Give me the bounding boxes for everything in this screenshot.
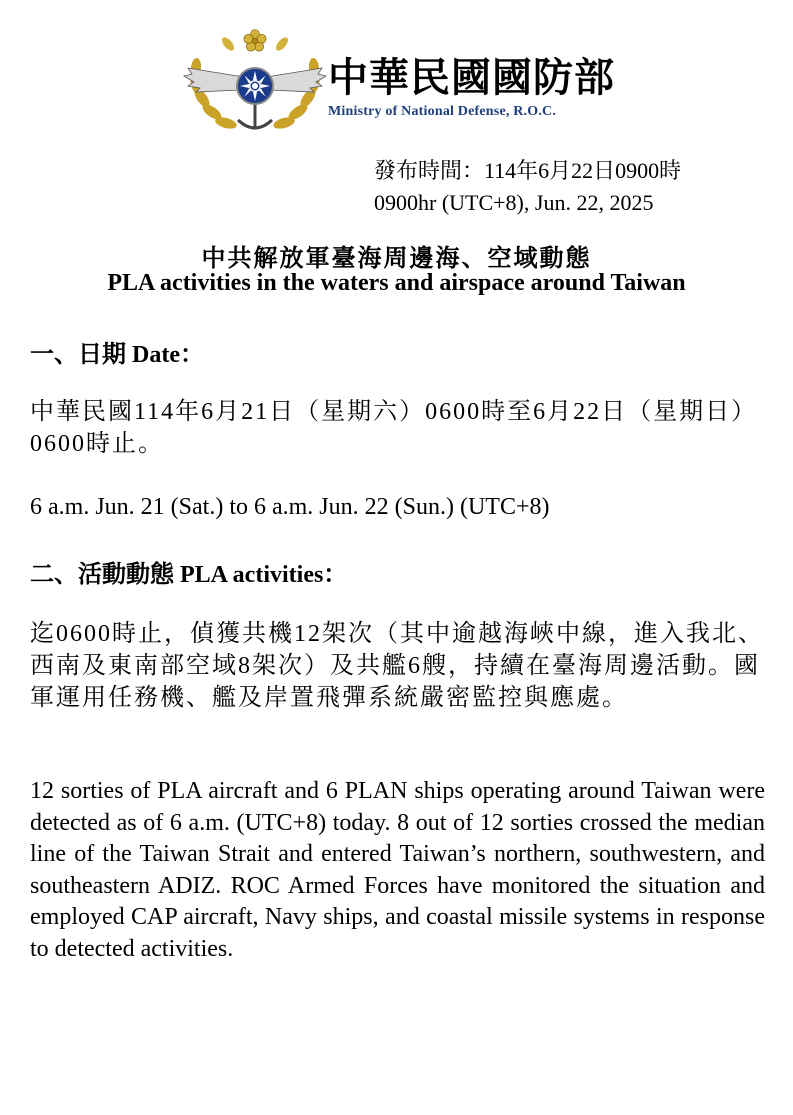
org-name-zh: 中華民國國防部 — [328, 55, 615, 101]
release-time-zh: 發布時間：114年6月22日0900時 — [374, 158, 682, 183]
activities-text-en: 12 sorties of PLA aircraft and 6 PLAN ships operating around Taiwan were detected as of 6 a.m. (UTC+8) today. 8 out of 12 sorties crossed the median line of the Taiwan Strait and entered Taiwan’s northern, southwestern, and southeastern ADIZ. ROC Armed Forces have monitored the situation and employed CAP aircraft, Navy ships, and coastal missile systems in response to detected activities. — [30, 778, 765, 962]
org-name-en: Ministry of National Defense, R.O.C. — [328, 104, 557, 119]
document-title-zh: 中共解放軍臺海周邊海、空域動態 — [201, 246, 592, 272]
document-title-en: PLA activities in the waters and airspace around Taiwan — [107, 270, 686, 296]
date-text-zh: 中華民國114年6月21日（星期六）0600時至6月22日（星期日）0600時止。 — [30, 399, 758, 457]
mnd-emblem-logo — [180, 28, 330, 140]
date-text-en: 6 a.m. Jun. 21 (Sat.) to 6 a.m. Jun. 22 (Sun.) (UTC+8) — [30, 494, 550, 520]
release-time-en: 0900hr (UTC+8), Jun. 22, 2025 — [374, 190, 654, 215]
section-date-heading: 一、日期 Date： — [30, 342, 204, 368]
activities-text-zh: 迄0600時止，偵獲共機12架次（其中逾越海峽中線，進入我北、西南及東南部空域8架次）及共艦6艘，持續在臺海周邊活動。國軍運用任務機、艦及岸置飛彈系統嚴密監控與應處。 — [30, 621, 764, 711]
section-activities-heading: 二、活動動態 PLA activities： — [30, 562, 348, 588]
